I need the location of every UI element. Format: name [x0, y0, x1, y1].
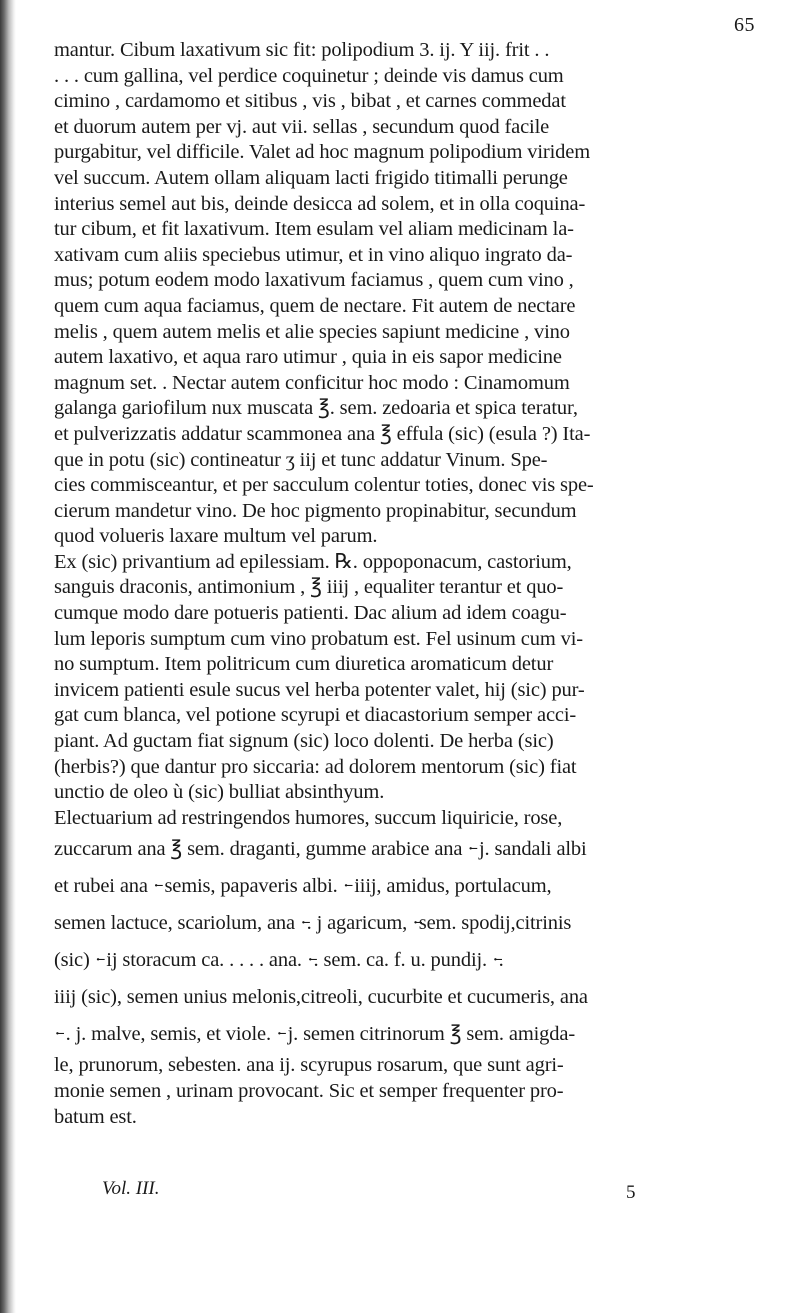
text-line: quod volueris laxare multum vel parum. — [54, 525, 378, 548]
text-line: melis , quem autem melis et alie species sapiunt medicine , vino — [54, 320, 570, 343]
signature-mark: 5 — [626, 1182, 636, 1203]
text-line: purgabitur, vel difficile. Valet ad hoc magnum polipodium viridem — [54, 141, 590, 164]
text-line: Ex (sic) privantium ad epilessiam. ℞. oppoponacum, castorium, — [54, 550, 572, 573]
text-line: cierum mandetur vino. De hoc pigmento propinabitur, secundum — [54, 499, 577, 522]
text-line: invicem patienti esule sucus vel herba potenter valet, hij (sic) pur- — [54, 678, 585, 701]
text-line: cimino , cardamomo et sitibus , vis , bibat , et carnes commedat — [54, 90, 566, 113]
text-line: vel succum. Autem ollam aliquam lacti frigido titimalli perunge — [54, 166, 568, 189]
text-line: mantur. Cibum laxativum sic fit: polipodium 3. ij. Y iij. frit . . — [54, 39, 550, 61]
text-line: mus; potum eodem modo laxativum faciamus , quem cum vino , — [54, 269, 574, 292]
scan-binding-edge — [0, 0, 16, 1313]
body-text — [54, 38, 776, 1130]
text-line: piant. Ad guctam fiat signum (sic) loco dolenti. De herba (sic) — [54, 730, 554, 753]
text-line: interius semel aut bis, deinde desicca ad solem, et in olla coquina- — [54, 192, 586, 215]
text-line: iiij (sic), semen unius melonis,citreoli, cucurbite et cucumeris, ana — [54, 986, 588, 1009]
text-line: ·̵ . j. malve, semis, et viole. ·̵ j. semen citrinorum ℥ sem. amigda- — [54, 1023, 575, 1046]
page-number: 65 — [734, 14, 755, 36]
text-line: unctio de oleo ù (sic) bulliat absinthyum. — [54, 781, 385, 804]
text-line: lum leporis sumptum cum vino probatum est. Fel usinum cum vi- — [54, 627, 583, 650]
text-line: (sic) ·̵ ij storacum ca. . . . . ana. ·̵. sem. ca. f. u. pundij. ·̵. — [54, 949, 504, 972]
text-line: et pulverizzatis addatur scammonea ana ℥ effula (sic) (esula ?) Ita- — [54, 422, 591, 445]
text-line: xativam cum aliis speciebus utimur, et in vino aliquo ingrato da- — [54, 243, 573, 266]
text-line: galanga gariofilum nux muscata ℥. sem. zedoaria et spica teratur, — [54, 397, 578, 420]
text-line: Electuarium ad restringendos humores, succum liquiricie, rose, — [54, 806, 563, 829]
text-line: zuccarum ana ℥ sem. draganti, gumme arabice ana ·̵ j. sandali albi — [54, 838, 587, 861]
text-line: autem laxativo, et aqua raro utimur , quia in eis sapor medicine — [54, 346, 562, 369]
text-line: magnum set. . Nectar autem conficitur hoc modo : Cinamomum — [54, 371, 570, 394]
text-line: quem cum aqua faciamus, quem de nectare. Fit autem de nectare — [54, 294, 576, 317]
text-line: le, prunorum, sebesten. ana ij. scyrupus rosarum, que sunt agri- — [54, 1054, 564, 1077]
text-line: semen lactuce, scariolum, ana ·̵. j agaricum, ·̵sem. spodij,citrinis — [54, 912, 572, 935]
text-line: (herbis?) que dantur pro siccaria: ad dolorem mentorum (sic) fiat — [54, 755, 577, 778]
text-line: tur cibum, et fit laxativum. Item esulam vel aliam medicinam la- — [54, 218, 574, 241]
text-line: no sumptum. Item politricum cum diuretica aromaticum detur — [54, 653, 554, 676]
text-line: monie semen , urinam provocant. Sic et semper frequenter pro- — [54, 1080, 564, 1102]
text-line: que in potu (sic) contineatur ʒ iij et tunc addatur Vinum. Spe- — [54, 448, 548, 471]
text-line: cies commisceantur, et per sacculum colentur toties, donec vis spe- — [54, 474, 594, 497]
volume-label: Vol. III. — [102, 1178, 160, 1199]
text-line: cumque modo dare potueris patienti. Dac alium ad idem coagu- — [54, 602, 567, 625]
text-line: batum est. — [54, 1105, 137, 1128]
text-line: et rubei ana ·̵ semis, papaveris albi. ·̵ iiij, amidus, portulacum, — [54, 875, 552, 898]
text-line: sanguis draconis, antimonium , ℥ iiij , equaliter terantur et quo- — [54, 576, 564, 599]
text-line: et duorum autem per vj. aut vii. sellas , secundum quod facile — [54, 115, 550, 138]
text-line: gat cum blanca, vel potione scyrupi et diacastorium semper acci- — [54, 704, 577, 727]
page-footer — [102, 1178, 702, 1203]
text-line: . . . cum gallina, vel perdice coquinetur ; deinde vis damus cum — [54, 64, 564, 87]
